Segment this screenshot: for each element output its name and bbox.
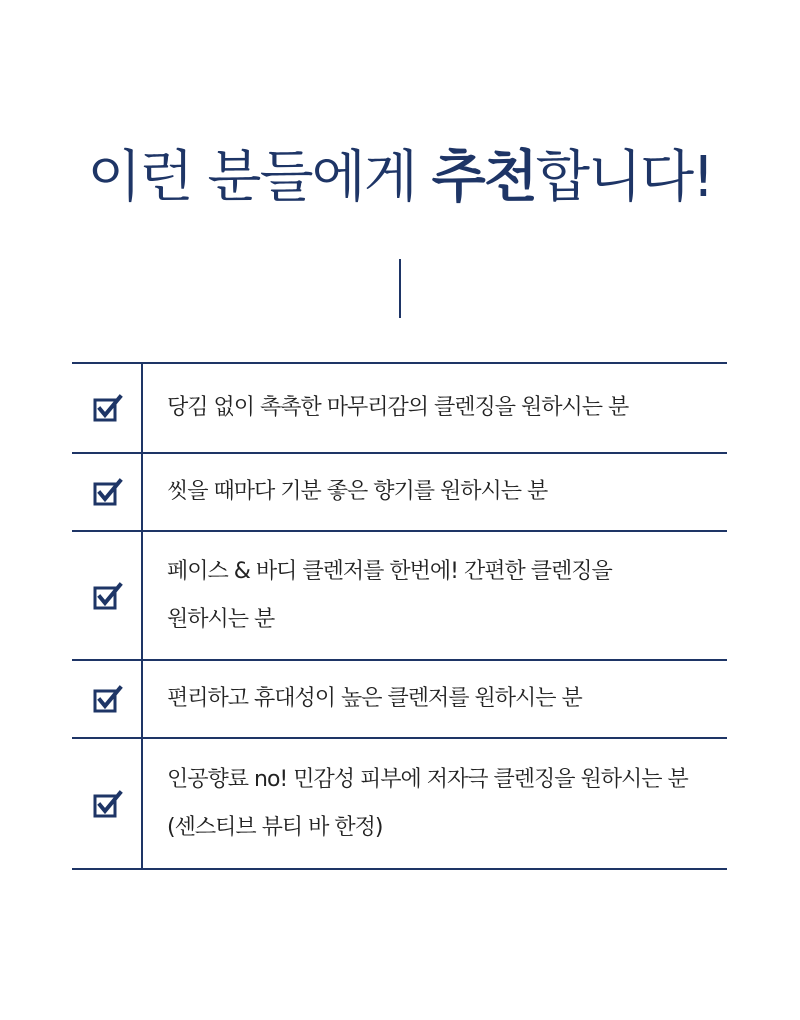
check-cell	[72, 739, 143, 868]
checkbox-checked-icon	[93, 582, 123, 610]
recommendation-table	[72, 362, 727, 870]
recommendation-line: 페이스 & 바디 클렌저를 한번에! 간편한 클렌징을	[167, 558, 612, 584]
checkbox-checked-icon	[93, 394, 123, 422]
page-title-part2: 합니다!	[535, 145, 713, 210]
vertical-divider	[399, 259, 401, 318]
checkbox-checked-icon	[93, 478, 123, 506]
page-title-emphasis: 추천	[431, 145, 536, 210]
recommendation-text	[143, 739, 727, 868]
check-cell	[72, 661, 143, 737]
recommendation-row	[72, 364, 727, 454]
recommendation-line: 인공향료 no! 민감성 피부에 저자극 클렌징을 원하시는 분	[167, 766, 688, 792]
checkbox-checked-icon	[93, 685, 123, 713]
recommendation-line: (센스티브 뷰티 바 한정)	[167, 814, 383, 840]
page-title-part1: 이런 분들에게	[87, 145, 432, 210]
recommendation-line: 씻을 때마다 기분 좋은 향기를 원하시는 분	[167, 479, 548, 504]
check-cell	[72, 364, 143, 452]
recommendation-row	[72, 739, 727, 870]
recommendation-line: 원하시는 분	[167, 606, 275, 632]
checkbox-checked-icon	[93, 790, 123, 818]
recommendation-text	[143, 364, 727, 452]
check-cell	[72, 532, 143, 659]
recommendation-line: 편리하고 휴대성이 높은 클렌저를 원하시는 분	[167, 686, 582, 711]
recommendation-text	[143, 661, 727, 737]
recommendation-text	[143, 532, 727, 659]
recommendation-row	[72, 532, 727, 661]
recommendation-text	[143, 454, 727, 530]
recommendation-row	[72, 454, 727, 532]
recommendation-row	[72, 661, 727, 739]
check-cell	[72, 454, 143, 530]
page-title	[0, 138, 800, 218]
recommendation-line: 당김 없이 촉촉한 마무리감의 클렌징을 원하시는 분	[167, 395, 629, 420]
